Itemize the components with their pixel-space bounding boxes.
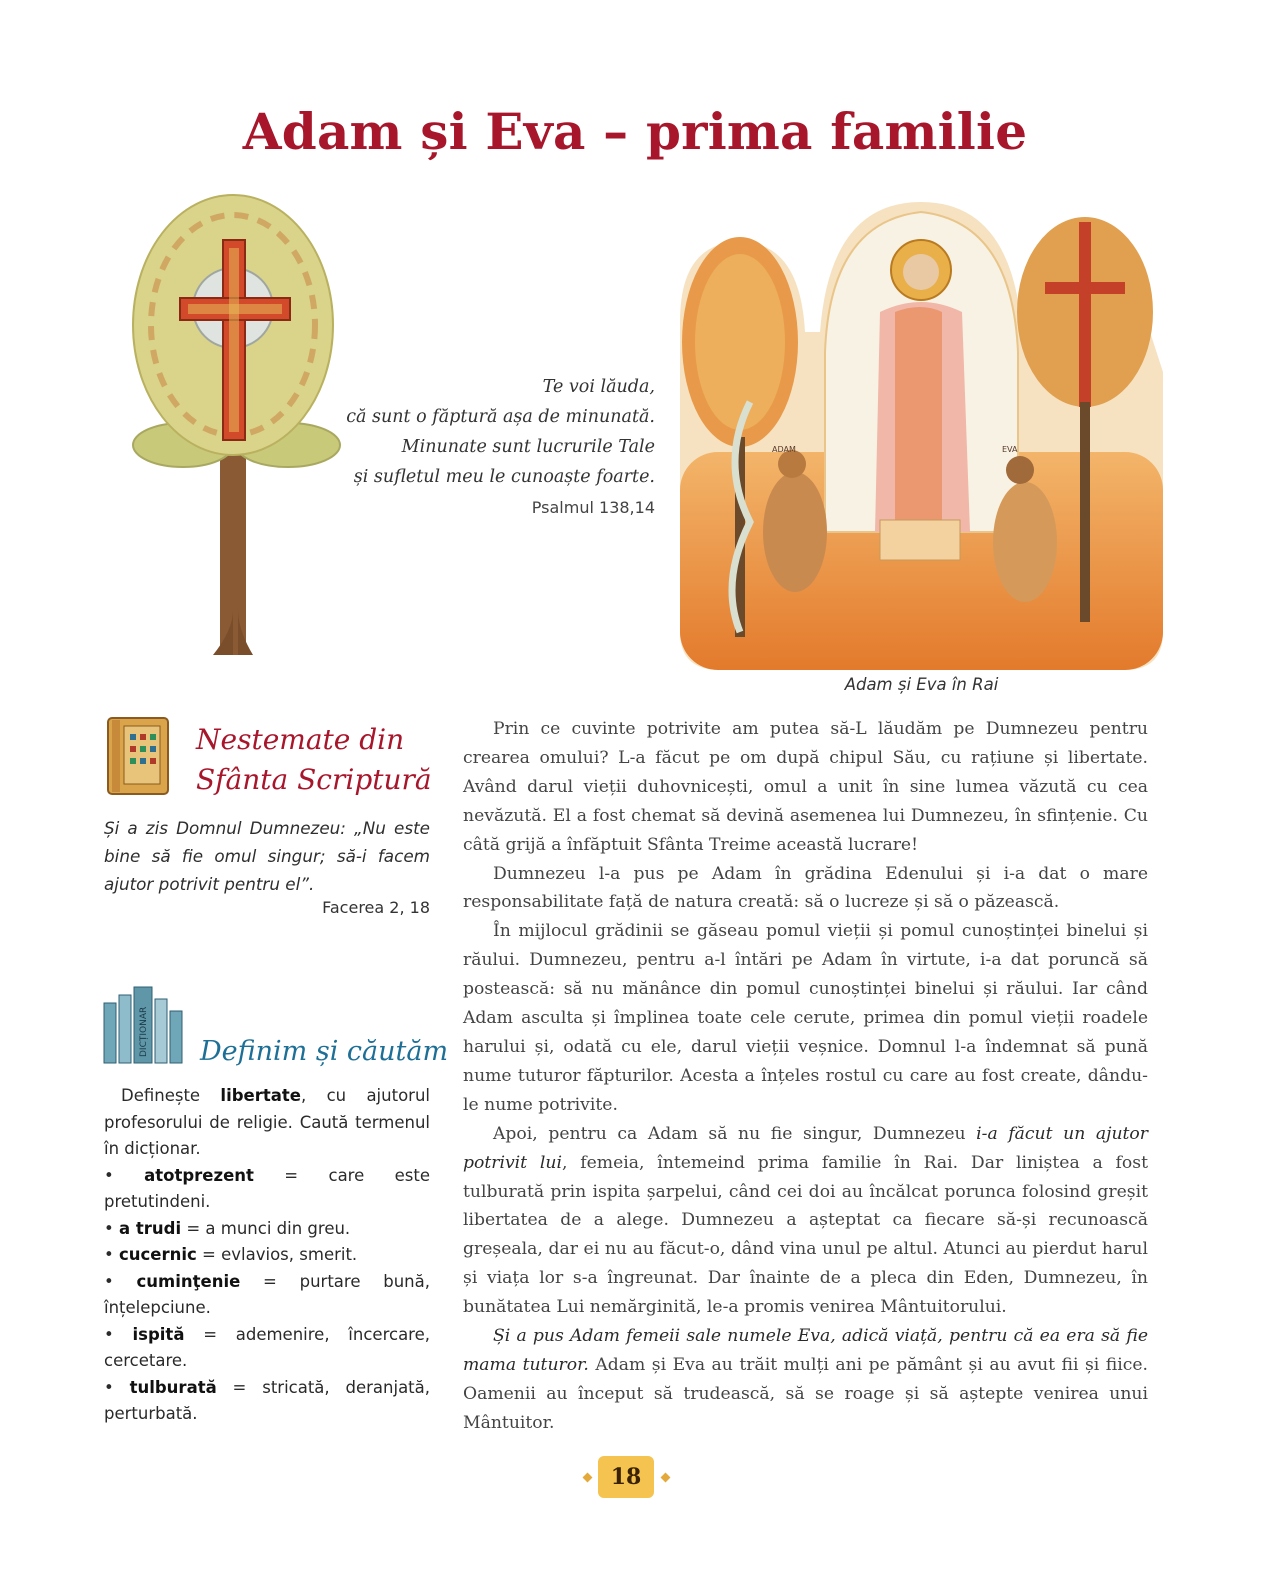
- paragraph-text: , femeia, întemeind prima familie în Rai. Dar liniștea a fost tulburată prin ispita șarpelui, când cei doi au încălcat porunca folosind greșit libertatea de a alege. Dumnezeu a așteptat ca fiecare să-și recunoască greșeala, dar ei nu au făcut-o, dând vina unul pe altul. Atunci au pierdut harul și viața lor s-a îngreunat. Dar înainte de a pleca din Eden, Dumnezeu, în bunătatea Lui nemărginită, le-a promis venirea Mântuitorului.: [463, 1152, 1148, 1318]
- psalm-reference: Psalmul 138,14: [531, 498, 655, 517]
- dictionary-books-icon: [102, 985, 194, 1065]
- page-number-ornament: [661, 1473, 671, 1483]
- definition-item: • a trudi = a munci din greu.: [104, 1218, 351, 1238]
- definitions-block: [104, 1083, 430, 1428]
- definition-term: tulburată: [129, 1377, 217, 1397]
- icon-caption: Adam și Eva în Rai: [844, 675, 999, 694]
- gems-title-line1: Nestemate din: [196, 723, 405, 756]
- gems-quote: Și a zis Domnul Dumnezeu: „Nu este bine să fie omul singur; să-i facem ajutor potrivit pentru el”.: [104, 818, 430, 894]
- definition-item: • ispită = ademenire, încercare, cercetare.: [104, 1324, 430, 1370]
- tree-of-life-illustration: [128, 190, 358, 660]
- psalm-quote: [345, 372, 655, 522]
- page-number-ornament: [583, 1473, 593, 1483]
- gems-title-line2: Sfânta Scriptură: [196, 763, 432, 796]
- paragraph: [463, 1120, 1148, 1322]
- intro-text: Definește: [121, 1086, 221, 1105]
- paragraph: Dumnezeu l-a pus pe Adam în grădina Edenului și i-a dat o mare responsabilitate față de natura creată: să o lucreze și să o păzească.: [463, 863, 1148, 913]
- intro-term: libertate: [220, 1086, 301, 1105]
- definition-term: cucernic: [118, 1245, 197, 1264]
- main-text: [463, 715, 1148, 1438]
- definition-item: • atotprezent = care este pretutindeni.: [104, 1165, 430, 1211]
- definition-text: = stricată, deranjată, perturbată.: [104, 1377, 430, 1423]
- definition-term: atotprezent: [144, 1165, 254, 1185]
- page-number: 18: [598, 1456, 654, 1498]
- definition-item: • cucernic = evlavios, smerit.: [104, 1245, 358, 1264]
- definition-text: = evlavios, smerit.: [196, 1245, 358, 1264]
- psalm-line: că sunt o făptură așa de minunată.: [346, 407, 655, 427]
- paragraph: În mijlocul grădinii se găseau pomul vieții și pomul cunoștinței binelui și răului. Dumnezeu, pentru a-l întări pe Adam în virtute, i-a dat poruncă să postească: să nu mănânce din pomul cunoștinței binelui și răului. Iar când Adam asculta și împlinea toate cele cerute, primea din pomul vieții roadele harului și, odată cu ele, darul vieții veșnice. Domnul l-a îndemnat să pună nume tuturor făpturilor. Acesta a înțeles rostul cu care au fost create, dându-le nume potrivite.: [463, 921, 1148, 1115]
- definition-text: = ademenire, încercare, cercetare.: [104, 1324, 430, 1370]
- definition-term: cuminţenie: [136, 1271, 241, 1291]
- gems-reference: Facerea 2, 18: [322, 898, 430, 917]
- paragraph: Prin ce cuvinte potrivite am putea să-L lăudăm pe Dumnezeu pentru crearea omului? L-a făcut pe om după chipul Său, cu rațiune și libertate. Având darul vieții duhovnicești, omul a unit în sine lumea văzută cu cea nevăzută. El a fost chemat să devină asemenea lui Dumnezeu, în sfințenie. Cu câtă grijă a înfăptuit Sfânta Treime această lucrare!: [463, 719, 1148, 855]
- definition-term: a trudi: [118, 1218, 182, 1238]
- definition-term: ispită: [132, 1324, 185, 1344]
- paragraph-text: Apoi, pentru ca Adam să nu fie singur, Dumnezeu: [493, 1123, 977, 1144]
- gems-title: [196, 720, 432, 800]
- dictionary-label: DICȚIONAR: [139, 1006, 149, 1057]
- scripture-book-icon: [102, 712, 176, 798]
- paragraph-italic: Și a pus Adam femeii sale numele Eva, adică viață, pentru că ea era să fie mama tuturor.: [463, 1326, 1148, 1375]
- define-title: Definim și căutăm: [200, 1036, 449, 1067]
- paragraph-text: Adam și Eva au trăit mulți ani pe pământ și au avut fii și fiice. Oamenii au început să trudească, să se roage și să aștepte venirea unui Mântuitor.: [463, 1354, 1148, 1433]
- adam-eve-icon-painting: [680, 202, 1163, 670]
- psalm-line: și sufletul meu le cunoaște foarte.: [353, 467, 655, 487]
- intro-text: , cu ajutorul profesorului de religie. Caută termenul în dicționar.: [104, 1086, 430, 1158]
- definition-item: • tulburată = stricată, deranjată, perturbată.: [104, 1377, 430, 1423]
- eva-label: EVA: [1002, 445, 1018, 454]
- definition-text: = purtare bună, înțelepciune.: [104, 1271, 430, 1317]
- definition-text: = care este pretutindeni.: [104, 1165, 430, 1211]
- paragraph: [463, 1322, 1148, 1438]
- definition-text: = a munci din greu.: [181, 1218, 351, 1238]
- paragraph-italic: i-a făcut un ajutor potrivit lui: [463, 1123, 1148, 1173]
- define-intro: [104, 1083, 430, 1163]
- adam-label: ADAM: [772, 445, 796, 454]
- psalm-line: Minunate sunt lucrurile Tale: [401, 437, 655, 457]
- definition-item: • cuminţenie = purtare bună, înțelepciune.: [104, 1271, 430, 1317]
- psalm-line: Te voi lăuda,: [542, 377, 655, 397]
- page-title: Adam și Eva – prima familie: [242, 102, 1028, 161]
